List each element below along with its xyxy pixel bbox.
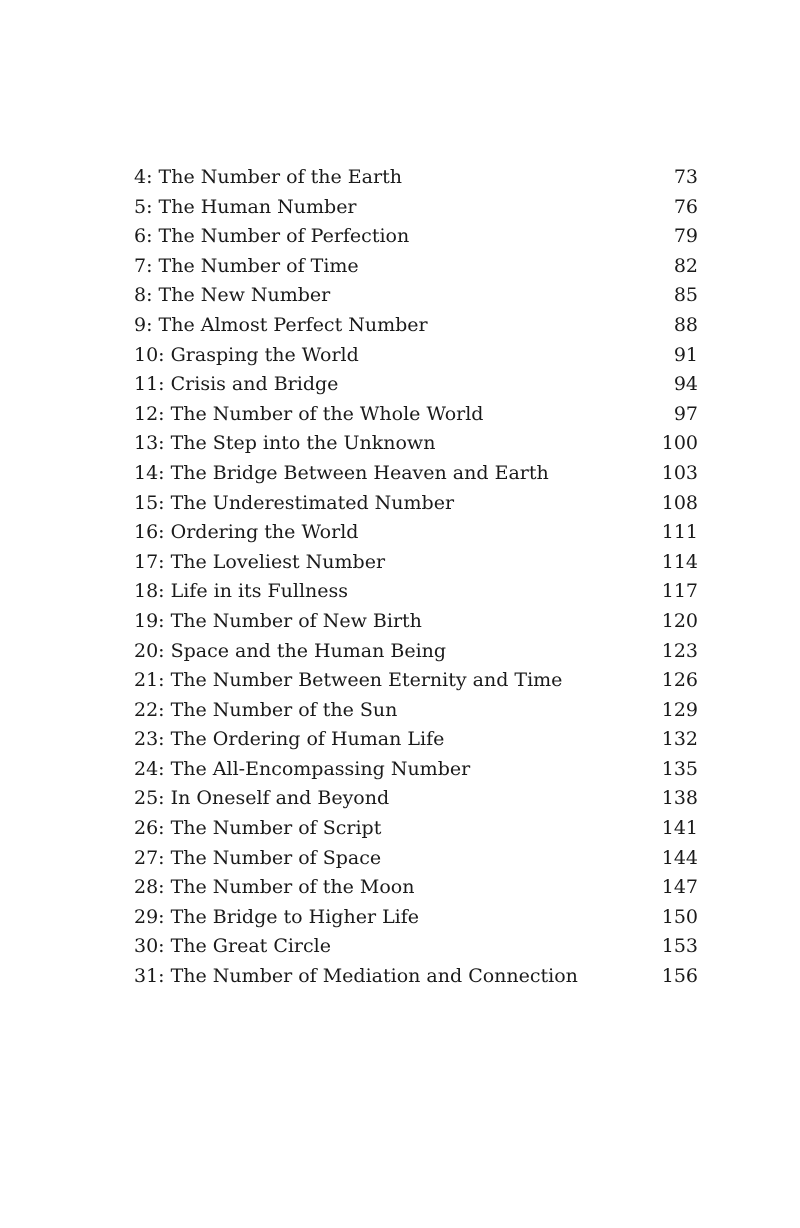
toc-entry-title: 21: The Number Between Eternity and Time	[134, 669, 563, 692]
toc-entry-title: 7: The Number of Time	[134, 254, 359, 277]
table-of-contents	[134, 163, 698, 992]
toc-entry-title: 30: The Great Circle	[134, 935, 331, 958]
toc-entry[interactable]	[134, 311, 698, 341]
toc-entry[interactable]	[134, 222, 698, 252]
toc-entry[interactable]	[134, 548, 698, 578]
toc-entry-title: 16: Ordering the World	[134, 521, 359, 544]
toc-entry-title: 4: The Number of the Earth	[134, 166, 402, 188]
toc-entry[interactable]	[134, 932, 698, 962]
toc-entry[interactable]	[134, 252, 698, 282]
toc-entry-title: 11: Crisis and Bridge	[134, 373, 339, 396]
toc-entry-title: 9: The Almost Perfect Number	[134, 313, 428, 336]
toc-entry-page: 144	[661, 846, 698, 869]
toc-entry-title: 20: Space and the Human Being	[134, 639, 447, 662]
toc-entry[interactable]	[134, 341, 698, 371]
toc-entry-page: 141	[661, 817, 698, 840]
toc-entry-page: 100	[661, 432, 698, 455]
toc-entry[interactable]	[134, 903, 698, 933]
toc-entry-page: 85	[673, 284, 698, 307]
toc-entry-title: 5: The Human Number	[134, 195, 357, 218]
toc-entry-title: 13: The Step into the Unknown	[134, 432, 436, 455]
toc-entry[interactable]	[134, 637, 698, 667]
toc-entry[interactable]	[134, 163, 698, 193]
toc-entry[interactable]	[134, 370, 698, 400]
toc-entry-title: 23: The Ordering of Human Life	[134, 728, 445, 751]
toc-entry-title: 25: In Oneself and Beyond	[134, 787, 390, 810]
toc-entry[interactable]	[134, 755, 698, 785]
toc-entry[interactable]	[134, 844, 698, 874]
toc-entry-title: 26: The Number of Script	[134, 817, 382, 840]
toc-entry[interactable]	[134, 281, 698, 311]
toc-entry[interactable]	[134, 725, 698, 755]
toc-entry-page: 120	[661, 609, 698, 632]
toc-entry[interactable]	[134, 962, 698, 992]
toc-entry-page: 88	[673, 313, 698, 336]
toc-entry-title: 19: The Number of New Birth	[134, 609, 422, 632]
toc-entry-page: 94	[673, 373, 698, 396]
toc-entry-page: 79	[673, 225, 698, 248]
toc-entry-title: 28: The Number of the Moon	[134, 876, 415, 899]
toc-entry-page: 150	[661, 905, 698, 928]
toc-entry-page: 114	[661, 550, 698, 573]
toc-entry[interactable]	[134, 518, 698, 548]
toc-entry[interactable]	[134, 666, 698, 696]
toc-entry-page: 97	[673, 402, 698, 425]
toc-entry-title: 8: The New Number	[134, 284, 331, 307]
toc-entry-page: 123	[661, 639, 698, 662]
toc-entry[interactable]	[134, 193, 698, 223]
toc-entry-page: 76	[673, 195, 698, 218]
toc-entry[interactable]	[134, 814, 698, 844]
toc-entry[interactable]	[134, 577, 698, 607]
toc-entry-title: 27: The Number of Space	[134, 846, 382, 869]
toc-entry[interactable]	[134, 607, 698, 637]
toc-entry-title: 15: The Underestimated Number	[134, 491, 455, 514]
toc-entry-page: 126	[661, 669, 698, 692]
toc-entry-page: 117	[661, 580, 698, 603]
toc-entry-page: 135	[661, 757, 698, 780]
toc-entry-title: 10: Grasping the World	[134, 343, 359, 366]
toc-entry-title: 18: Life in its Fullness	[134, 580, 349, 603]
toc-entry-page: 111	[661, 521, 698, 544]
toc-entry-page: 73	[673, 166, 698, 188]
toc-entry-page: 132	[661, 728, 698, 751]
toc-entry[interactable]	[134, 459, 698, 489]
toc-entry-title: 14: The Bridge Between Heaven and Earth	[134, 461, 549, 484]
toc-entry-title: 6: The Number of Perfection	[134, 225, 410, 248]
toc-entry-title: 17: The Loveliest Number	[134, 550, 386, 573]
toc-entry-title: 29: The Bridge to Higher Life	[134, 905, 420, 928]
toc-entry[interactable]	[134, 489, 698, 519]
toc-entry[interactable]	[134, 429, 698, 459]
toc-entry[interactable]	[134, 873, 698, 903]
toc-entry-page: 108	[661, 491, 698, 514]
toc-entry-page: 91	[673, 343, 698, 366]
toc-entry-page: 147	[661, 876, 698, 899]
toc-entry-page: 82	[673, 254, 698, 277]
toc-entry[interactable]	[134, 696, 698, 726]
toc-entry-title: 12: The Number of the Whole World	[134, 402, 484, 425]
toc-entry[interactable]	[134, 400, 698, 430]
toc-entry-page: 103	[661, 461, 698, 484]
toc-entry-title: 31: The Number of Mediation and Connection	[134, 965, 578, 988]
toc-entry-page: 156	[661, 965, 698, 988]
toc-entry-page: 138	[661, 787, 698, 810]
toc-entry-title: 24: The All-Encompassing Number	[134, 757, 471, 780]
toc-entry-page: 129	[661, 698, 698, 721]
toc-entry[interactable]	[134, 784, 698, 814]
toc-entry-page: 153	[661, 935, 698, 958]
toc-entry-title: 22: The Number of the Sun	[134, 698, 398, 721]
